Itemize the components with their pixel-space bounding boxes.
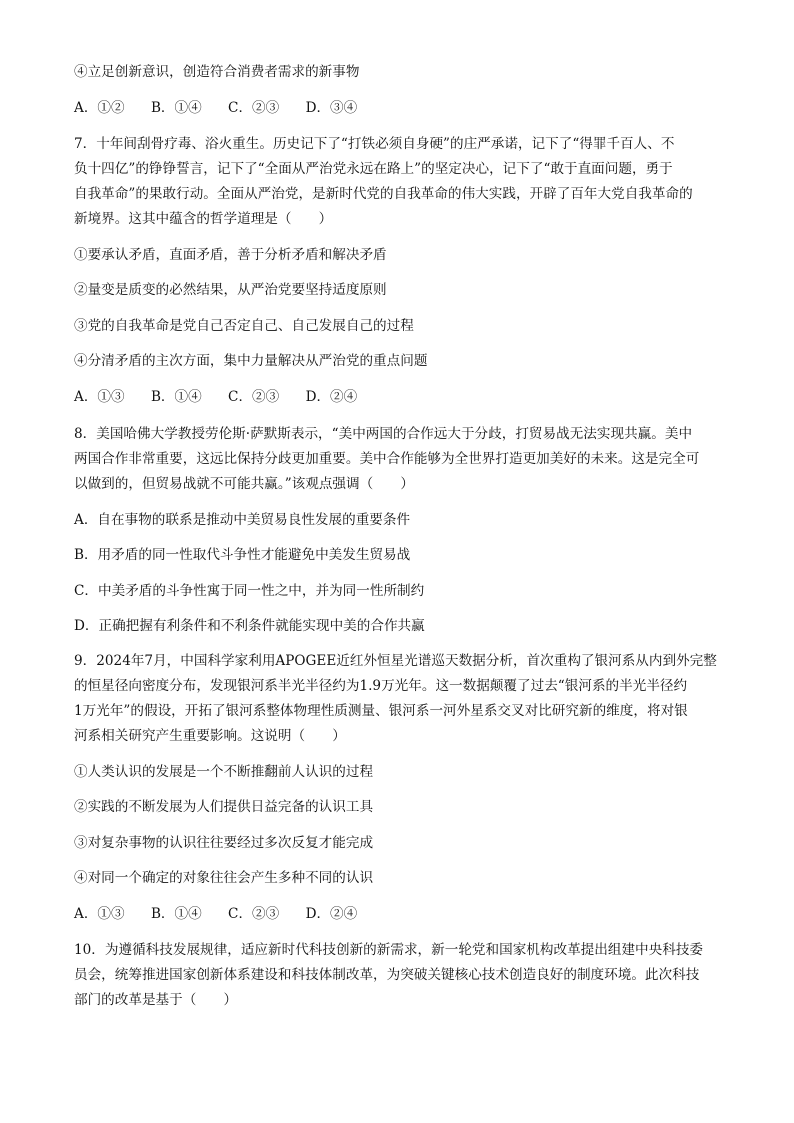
q7-answer-choices — [74, 388, 724, 406]
q9-option-2: ②实践的不断发展为人们提供日益完备的认识工具 — [74, 799, 374, 815]
q9-stem-line-3: 1万光年”的假设，开拓了银河系整体物理性质测量、银河系一河外星系交叉对比研究新的维度，将对银 — [74, 703, 688, 719]
q6-answer-c: C．②③ — [228, 100, 280, 116]
q9-stem-line-1: 9．2024年7月，中国科学家利用APOGEE近红外恒星光谱巡天数据分析，首次重构了银河系从内到外完整 — [74, 653, 717, 669]
q6-answer-choices — [74, 99, 724, 117]
q10-stem-line-3: 部门的改革是基于（ ） — [74, 992, 238, 1008]
q7-stem-line-1: 7．十年间刮骨疗毒、浴火重生。历史记下了“打铁必须自身硬”的庄严承诺，记下了“得罪千百人、不 — [74, 136, 675, 152]
q7-option-4: ④分清矛盾的主次方面，集中力量解决从严治党的重点问题 — [74, 353, 428, 369]
q9-option-1: ①人类认识的发展是一个不断推翻前人认识的过程 — [74, 764, 374, 780]
q7-option-3: ③党的自我革命是党自己否定自己、自己发展自己的过程 — [74, 318, 414, 334]
q9-answer-c: C．②③ — [228, 906, 280, 922]
q7-option-1: ①要承认矛盾，直面矛盾，善于分析矛盾和解决矛盾 — [74, 247, 387, 263]
q6-answer-a: A．①② — [74, 100, 125, 116]
q9-stem-line-4: 河系相关研究产生重要影响。这说明（ ） — [74, 728, 346, 744]
q8-stem-line-1: 8．美国哈佛大学教授劳伦斯·萨默斯表示，“美中两国的合作远大于分歧，打贸易战无法实现共赢。美中 — [74, 426, 693, 442]
q8-answer-a: A．自在事物的联系是推动中美贸易良性发展的重要条件 — [74, 512, 411, 528]
q7-answer-d: D．②④ — [305, 389, 358, 405]
q9-answer-a: A．①③ — [74, 906, 125, 922]
q6-answer-d: D．③④ — [305, 100, 358, 116]
q8-answer-c: C．中美矛盾的斗争性寓于同一性之中，并为同一性所制约 — [74, 583, 425, 599]
q8-stem-line-3: 以做到的，但贸易战就不可能共赢。”该观点强调（ ） — [74, 476, 414, 492]
q7-stem-line-3: 自我革命”的果敢行动。全面从严治党，是新时代党的自我革命的伟大实践，开辟了百年大党自我革命的 — [74, 186, 693, 202]
q7-option-2: ②量变是质变的必然结果，从严治党要坚持适度原则 — [74, 282, 387, 298]
q10-stem-line-2: 员会，统筹推进国家创新体系建设和科技体制改革，为突破关键核心技术创造良好的制度环境。此次科技 — [74, 967, 700, 983]
q7-stem-line-4: 新境界。这其中蕴含的哲学道理是（ ） — [74, 211, 333, 227]
q7-answer-a: A．①③ — [74, 389, 125, 405]
q7-stem-line-2: 负十四亿”的铮铮誓言，记下了“全面从严治党永远在路上”的坚定决心，记下了“敢于直面问题，勇于 — [74, 161, 673, 177]
q6-option-4: ④立足创新意识，创造符合消费者需求的新事物 — [74, 64, 360, 80]
q8-stem-line-2: 两国合作非常重要，这远比保持分歧更加重要。美中合作能够为全世界打造更加美好的未来。这是完全可 — [74, 451, 700, 467]
q9-answer-b: B．①④ — [150, 906, 202, 922]
q9-option-4: ④对同一个确定的对象往往会产生多种不同的认识 — [74, 870, 374, 886]
q9-option-3: ③对复杂事物的认识往往要经过多次反复才能完成 — [74, 835, 374, 851]
q9-answer-choices — [74, 905, 724, 923]
q9-answer-d: D．②④ — [305, 906, 358, 922]
q8-answer-d: D．正确把握有利条件和不利条件就能实现中美的合作共赢 — [74, 618, 425, 634]
q7-answer-c: C．②③ — [228, 389, 280, 405]
q9-stem-line-2: 的恒星径向密度分布，发现银河系半光半径约为1.9万光年。这一数据颠覆了过去“银河系的半光半径约 — [74, 678, 688, 694]
q6-answer-b: B．①④ — [150, 100, 202, 116]
q10-stem-line-1: 10．为遵循科技发展规律，适应新时代科技创新的新需求，新一轮党和国家机构改革提出组建中央科技委 — [74, 942, 704, 958]
q8-answer-b: B．用矛盾的同一性取代斗争性才能避免中美发生贸易战 — [74, 547, 411, 563]
q7-answer-b: B．①④ — [150, 389, 202, 405]
